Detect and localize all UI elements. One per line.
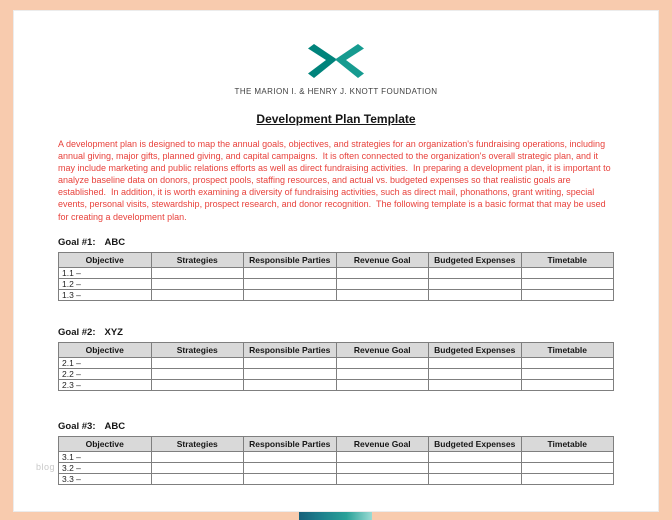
- objective-cell: 1.2 –: [59, 278, 152, 289]
- empty-cell: [244, 267, 337, 278]
- objective-cell: 1.1 –: [59, 267, 152, 278]
- table-row: [59, 289, 614, 300]
- empty-cell: [151, 462, 244, 473]
- empty-cell: [244, 473, 337, 484]
- empty-cell: [244, 289, 337, 300]
- empty-cell: [336, 289, 429, 300]
- document-title: Development Plan Template: [256, 112, 416, 126]
- objective-cell: 1.3 –: [59, 289, 152, 300]
- next-image-peek: [299, 512, 372, 520]
- goal-name: ABC: [104, 420, 126, 432]
- empty-cell: [429, 473, 522, 484]
- empty-cell: [521, 462, 614, 473]
- empty-cell: [429, 379, 522, 390]
- empty-cell: [336, 451, 429, 462]
- empty-cell: [151, 289, 244, 300]
- empty-cell: [336, 379, 429, 390]
- empty-cell: [429, 357, 522, 368]
- empty-cell: [151, 473, 244, 484]
- empty-cell: [336, 267, 429, 278]
- goal-name: ABC: [104, 236, 126, 248]
- goal-section-2: [58, 327, 614, 391]
- column-header-budgeted-expenses: Budgeted Expenses: [429, 436, 522, 451]
- document-page: [13, 10, 659, 512]
- column-header-objective: Objective: [59, 342, 152, 357]
- empty-cell: [521, 379, 614, 390]
- empty-cell: [429, 462, 522, 473]
- column-header-strategies: Strategies: [151, 342, 244, 357]
- empty-cell: [521, 278, 614, 289]
- empty-cell: [336, 357, 429, 368]
- column-header-revenue-goal: Revenue Goal: [336, 436, 429, 451]
- column-header-strategies: Strategies: [151, 252, 244, 267]
- empty-cell: [151, 379, 244, 390]
- table-header-row: [59, 342, 614, 357]
- column-header-responsible-parties: Responsible Parties: [244, 252, 337, 267]
- goal-section-3: [58, 421, 614, 485]
- table-row: [59, 267, 614, 278]
- column-header-objective: Objective: [59, 252, 152, 267]
- table-header-row: [59, 252, 614, 267]
- empty-cell: [151, 267, 244, 278]
- table-row: [59, 451, 614, 462]
- plan-table: [58, 252, 614, 301]
- empty-cell: [429, 451, 522, 462]
- column-header-timetable: Timetable: [521, 252, 614, 267]
- plan-table: [58, 436, 614, 485]
- empty-cell: [244, 357, 337, 368]
- goal-section-1: [58, 237, 614, 301]
- column-header-objective: Objective: [59, 436, 152, 451]
- foundation-name: THE MARION I. & HENRY J. KNOTT FOUNDATION: [234, 87, 438, 96]
- goal-heading: [58, 421, 614, 432]
- column-header-timetable: Timetable: [521, 342, 614, 357]
- column-header-responsible-parties: Responsible Parties: [244, 436, 337, 451]
- knott-foundation-logo-icon: [58, 11, 614, 78]
- empty-cell: [336, 462, 429, 473]
- empty-cell: [244, 462, 337, 473]
- empty-cell: [151, 451, 244, 462]
- goal-number: Goal #1:: [58, 236, 96, 248]
- goal-heading: [58, 237, 614, 248]
- objective-cell: 2.3 –: [59, 379, 152, 390]
- empty-cell: [429, 278, 522, 289]
- empty-cell: [336, 278, 429, 289]
- empty-cell: [151, 357, 244, 368]
- table-row: [59, 462, 614, 473]
- empty-cell: [151, 368, 244, 379]
- objective-cell: 2.2 –: [59, 368, 152, 379]
- intro-paragraph: A development plan is designed to map the annual goals, objectives, and strategies for an organization's fundraising operations, including annual giving, major gifts, planned giving, and capital campaigns. It is often connected to the organization's overall strategic plan, and it may include marketing and public relations efforts as well as direct fundraising activities. In preparing a development plan, it is important to analyze baseline data on donors, prospect pools, staffing resources, and actual vs. budgeted expenses so that realistic goals are established. In addition, it is worth examining a diversity of fundraising activities, such as direct mail, phonathons, grant writing, special events, personal visits, stewardship, prospect research, and donor recognition. The following template is a basic format that may be used for creating a development plan.: [58, 139, 614, 222]
- goal-number: Goal #3:: [58, 420, 96, 432]
- goal-name: XYZ: [104, 326, 123, 338]
- empty-cell: [244, 278, 337, 289]
- column-header-revenue-goal: Revenue Goal: [336, 252, 429, 267]
- empty-cell: [521, 451, 614, 462]
- column-header-budgeted-expenses: Budgeted Expenses: [429, 252, 522, 267]
- plan-table: [58, 342, 614, 391]
- empty-cell: [244, 379, 337, 390]
- column-header-timetable: Timetable: [521, 436, 614, 451]
- empty-cell: [429, 368, 522, 379]
- empty-cell: [244, 451, 337, 462]
- column-header-budgeted-expenses: Budgeted Expenses: [429, 342, 522, 357]
- empty-cell: [521, 289, 614, 300]
- empty-cell: [521, 368, 614, 379]
- empty-cell: [521, 473, 614, 484]
- objective-cell: 2.1 –: [59, 357, 152, 368]
- objective-cell: 3.1 –: [59, 451, 152, 462]
- table-row: [59, 278, 614, 289]
- objective-cell: 3.3 –: [59, 473, 152, 484]
- empty-cell: [521, 357, 614, 368]
- table-header-row: [59, 436, 614, 451]
- goal-number: Goal #2:: [58, 326, 96, 338]
- goal-heading: [58, 327, 614, 338]
- table-row: [59, 357, 614, 368]
- empty-cell: [151, 278, 244, 289]
- empty-cell: [336, 368, 429, 379]
- table-row: [59, 473, 614, 484]
- column-header-revenue-goal: Revenue Goal: [336, 342, 429, 357]
- empty-cell: [429, 289, 522, 300]
- column-header-strategies: Strategies: [151, 436, 244, 451]
- empty-cell: [336, 473, 429, 484]
- table-row: [59, 368, 614, 379]
- watermark-text: blog: [36, 462, 56, 472]
- objective-cell: 3.2 –: [59, 462, 152, 473]
- empty-cell: [429, 267, 522, 278]
- column-header-responsible-parties: Responsible Parties: [244, 342, 337, 357]
- table-row: [59, 379, 614, 390]
- empty-cell: [521, 267, 614, 278]
- empty-cell: [244, 368, 337, 379]
